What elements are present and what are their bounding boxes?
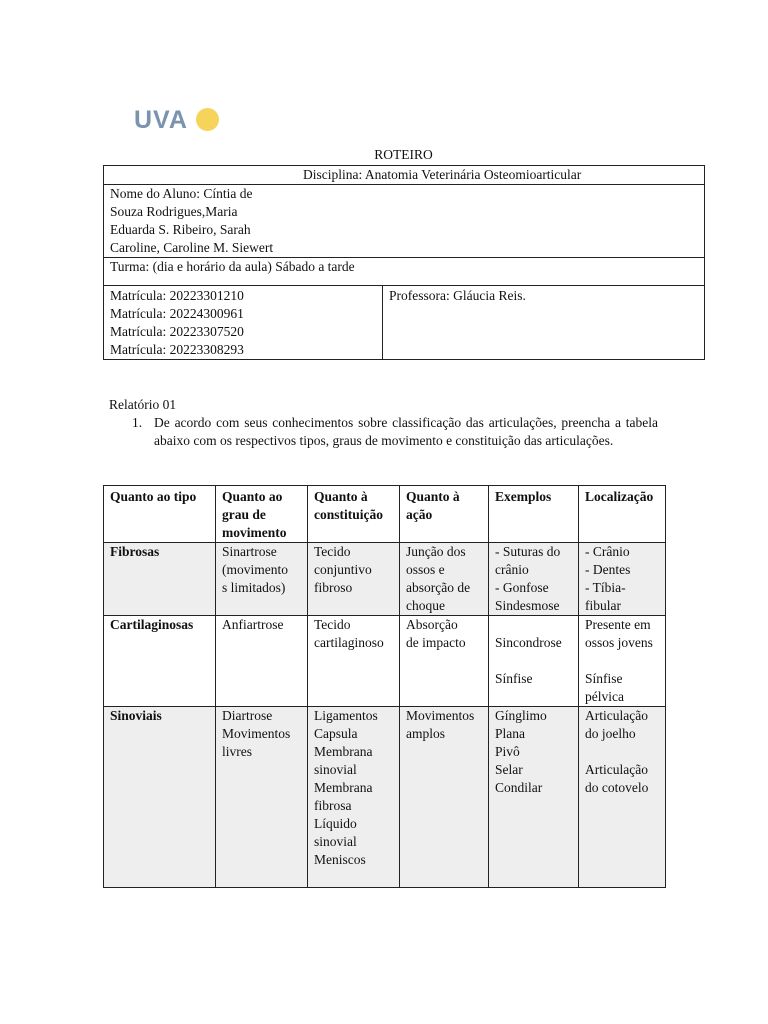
cell-movement: Diartrose Movimentos livres <box>216 707 308 888</box>
cell-movement: Anfiartrose <box>216 616 308 707</box>
header-type: Quanto ao tipo <box>104 486 216 543</box>
registration-cell <box>104 286 383 360</box>
logo-text: UVA <box>134 106 188 134</box>
logo-circle-icon <box>196 108 219 131</box>
uva-logo <box>134 106 224 136</box>
question-text: De acordo com seus conhecimentos sobre classificação das articulações, preencha a tabela abaixo com os respectivos tipos, graus de movimento e constituição das articulações. <box>154 415 658 448</box>
cell-examples: Sincondrose Sínfise <box>489 616 579 707</box>
header-movement: Quanto ao grau de movimento <box>216 486 308 543</box>
cell-examples: - Suturas do crânio - Gonfose Sindesmose <box>489 543 579 616</box>
document-title: ROTEIRO <box>374 147 433 162</box>
header-examples: Exemplos <box>489 486 579 543</box>
cell-location: Presente em ossos jovens Sínfise pélvica <box>579 616 666 707</box>
teacher-name: Professora: Gláucia Reis. <box>389 288 526 303</box>
table-header-row <box>104 486 666 543</box>
registration-numbers: Matrícula: 20223301210 Matrícula: 20224300961 Matrícula: 20223307520 Matrícula: 20223308293 <box>110 288 244 357</box>
report-label: Relatório 01 <box>109 397 177 412</box>
header-constitution: Quanto à constituição <box>308 486 400 543</box>
question-1 <box>132 414 658 450</box>
student-cell <box>104 185 705 258</box>
cell-location: - Crânio - Dentes - Tíbia- fibular <box>579 543 666 616</box>
cell-movement: Sinartrose (movimento s limitados) <box>216 543 308 616</box>
cell-constitution: Ligamentos Capsula Membrana sinovial Membrana fibrosa Líquido sinovial Meniscos <box>308 707 400 888</box>
joints-table <box>103 485 666 888</box>
cell-type: Sinoviais <box>104 707 216 888</box>
cell-action: Movimentos amplos <box>400 707 489 888</box>
header-table <box>103 165 705 360</box>
table-row <box>104 616 666 707</box>
cell-constitution: Tecido cartilaginoso <box>308 616 400 707</box>
student-names: Nome do Aluno: Cíntia de Souza Rodrigues,Maria Eduarda S. Ribeiro, Sarah Caroline, Caroline M. Siewert <box>110 186 274 255</box>
discipline-text: Disciplina: Anatomia Veterinária Osteomioarticular <box>303 167 582 182</box>
teacher-cell <box>383 286 705 360</box>
header-location: Localização <box>579 486 666 543</box>
header-action: Quanto à ação <box>400 486 489 543</box>
cell-location: Articulação do joelho Articulação do cotovelo <box>579 707 666 888</box>
cell-examples: Gínglimo Plana Pivô Selar Condilar <box>489 707 579 888</box>
cell-type: Cartilaginosas <box>104 616 216 707</box>
cell-constitution: Tecido conjuntivo fibroso <box>308 543 400 616</box>
cell-action: Absorção de impacto <box>400 616 489 707</box>
cell-type: Fibrosas <box>104 543 216 616</box>
question-number: 1. <box>132 415 143 430</box>
class-text: Turma: (dia e horário da aula) Sábado a tarde <box>110 259 355 274</box>
table-row <box>104 543 666 616</box>
discipline-cell <box>104 166 705 185</box>
table-row <box>104 707 666 888</box>
cell-action: Junção dos ossos e absorção de choque <box>400 543 489 616</box>
class-cell <box>104 258 705 286</box>
